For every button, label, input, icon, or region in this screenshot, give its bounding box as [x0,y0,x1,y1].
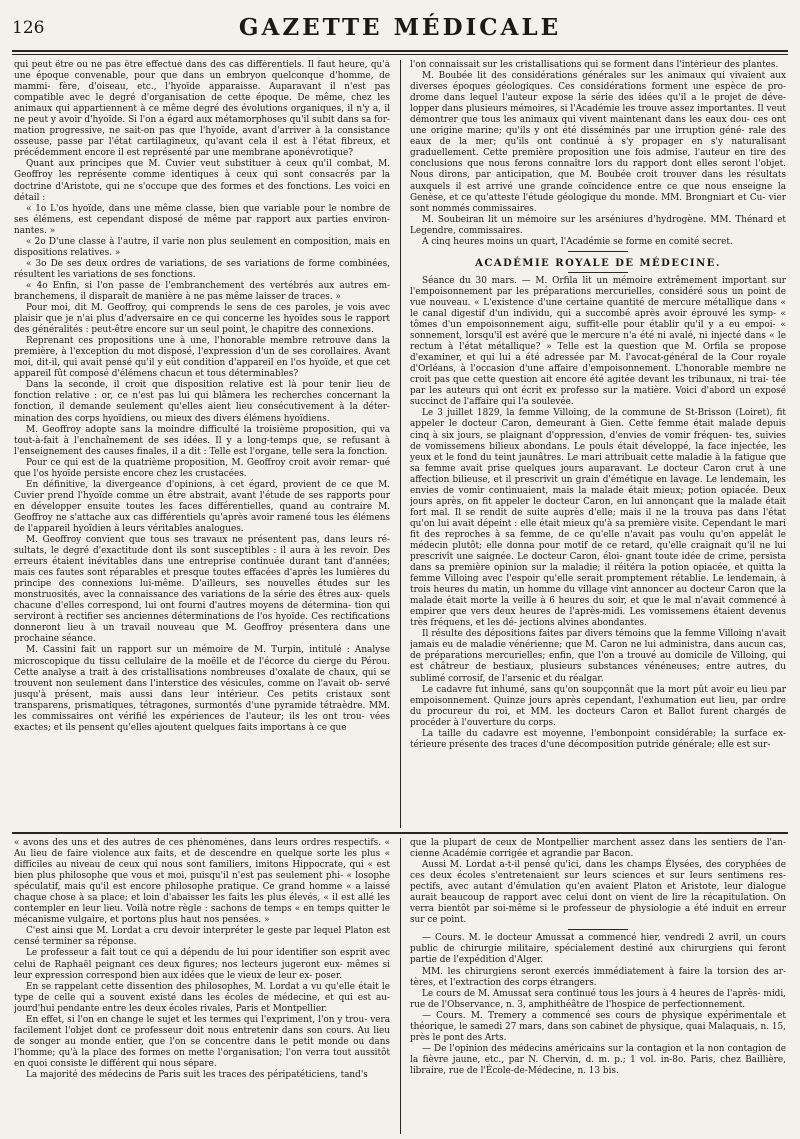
paragraph: — Cours. M. Tremery a commencé ses cours de physique expérimentale et théorique, le samedi 27 mars, dans son cabinet de physique, quai Malaquais, n. 15, près le pont des Arts. [410,1010,786,1043]
paragraph: Le professeur a fait tout ce qui a dépendu de lui pour identifier son esprit avec celui de Raphaël peignant ces deux figures; nos lecteurs jugeront eux- mêmes si leur expression correspond bien aux idées que le vieux de leur ex- poser. [14,948,390,981]
paragraph: Quant aux principes que M. Cuvier veut substituer à ceux qu'il combat, M. Geoffroy les représente comme identiques à ceux qui sont consacrés par la doctrine d'Aristote, qui ne s'occupe que des formes et des fonctions. Les voici en détail : [14,159,390,203]
paragraph: MM. les chirurgiens seront exercés immédiatement à faire la torsion des ar- tères, et l'extraction des corps étrangers. [410,966,786,988]
section-divider [568,251,628,252]
column-divider-bottom [400,838,401,1134]
paragraph: Pour ce qui est de la quatrième proposition, M. Geoffroy croit avoir remar- qué que l'os hyoïde persiste encore chez les crustacées. [14,457,390,479]
paragraph: « 4o Enfin, si l'on passe de l'embranchement des vertébrés aux autres em- branchemens, il disparaît de manière à ne pas même laisser de traces. » [14,280,390,302]
paragraph: Pour moi, dit M. Geoffroy, qui comprends le sens de ces paroles, je vois avec plaisir que je n'ai plus d'adversaire en ce qui concerne les hyoïdes sous le rapport des généralités : peut-être encore sur un seul point, le chapitre des connexions. [14,303,390,336]
feuilleton-rule [12,832,788,834]
paragraph: La majorité des médecins de Paris suit les traces des péripatéticiens, tand's [26,1069,368,1080]
paragraph: « avons des uns et des autres de ces phénomènes, dans leurs ordres respectifs. « Au lieu de faire violence aux faits, et de descendre en quelque sorte les plus « difficiles au niveau de ceux qui nous sont familiers, imitons Hippocrate, qui « est bien plus philosophe que vous et moi, puisqu'il n'est pas seulement phi- « losophe spéculatif, mais qu'il est encore philosophe pratique. Ce grand homme « a laissé chaque chose à sa place; et loin d'abaisser les faits les plus élevés, « il est allé les contempler en leur lieu. Voilà notre règle : sachons de temps « en temps quitter le mécanisme vulgaire, et portons plus haut nos pensées. » [14,838,390,926]
header-rule-thin [12,54,788,55]
paragraph: A cinq heures moins un quart, l'Académie se forme en comité secret. [422,236,733,247]
column-divider-top [400,60,401,828]
paragraph: M. Geoffroy convient que tous ses travaux ne présentent pas, dans leurs ré- sultats, le degré d'exactitude dont ils sont susceptibles : il aura à les revoir. Des erreurs étaient inévitables dans une entreprise continuée durant tant d'années; mais ces fautes sont réparables et presque toutes effacées d'après les lumières du principe des connexions lui-même. D'ailleurs, ses nouvelles études sur les monstruosités, avec la connaissance des variations de la série des êtres aux- quels chacune d'elles correspond, lui ont fourni d'autres moyens de détermina- tion qui serviront à rectifier ses anciennes déterminations de l'os hyoïde. Ces rectifications donneront lieu à un travail nouveau que M. Geoffroy présentera dans une prochaine séance. [14,535,390,645]
paragraph: C'est ainsi que M. Lordat a cru devoir interpréter le geste par lequel Platon est censé terminer sa réponse. [14,926,390,948]
paragraph: La taille du cadavre est moyenne, l'embonpoint considérable; la surface ex- térieure présente des traces d'une décomposition putride générale; elle est sur- [410,728,786,750]
paragraph: qui peut être ou ne pas être effectué dans des cas différentiels. Il faut heure, qu'à une époque convenable, pour que dans un embryon quelconque d'homme, de mammi- fère, d'oiseau, etc., l'hyoïde apparaisse. Auparavant il n'est pas compatible avec le degré d'organisation de cette époque. De même, chez les animaux qui appartiennent à ce même degré des évolutions organiques, il n'y a, il ne peut y avoir d'hyoïde. Si l'on a égard aux métamorphoses qu'il subit dans sa for- mation progressive, ne sait-on pas que l'hyoïde, avant d'arriver à la consistance osseuse, passe par l'état cartilagineux, qu'avant cela il est à l'état fibreux, et précédemment encore il est représenté par une membrane aponévrotique? [14,60,390,159]
article-column-2 [410,60,786,828]
page-number: 126 [12,18,45,38]
paragraph: Le cadavre fut inhumé, sans qu'on soupçonnât que la mort pût avoir eu lieu par empoisonnement. Quinze jours après cependant, l'exhumation eut lieu, par ordre du procureur du roi, et MM. les docteurs Caron et Ballot furent chargés de procéder à l'ouverture du corps. [410,684,786,728]
paragraph: M. Cassini fait un rapport sur un mémoire de M. Turpin, intitulé : Analyse microscopique du tissu cellulaire de la moëlle et de l'écorce du cierge du Pérou. Cette analyse a trait à des cristallisations nombreuses d'oxalate de chaux, qui se trouvent non seulement dans l'interstice des vésicules, comme on l'avait ob- servé jusqu'à présent, mais aussi dans leur intérieur. Ces petits cristaux sont transparens, prismatiques, tétragones, surmontés d'une pyramide tétraèdre. MM. les commissaires ont vérifié les expériences de l'auteur; ils les ont trou- vées exactes; et ils pensent qu'elles ajoutent quelques faits importans à ce que [14,645,390,733]
paragraph: En effet, si l'on en change le sujet et les termes qui l'expriment, l'on y trou- vera facilement l'objet dont ce professeur doit nous entretenir dans son cours. Au lieu de songer au monde entier, que l'on se concentre dans le petit monde ou dans l'homme; qu'à la place des formes on mette l'organisation; l'on verra tout aussitôt en quoi consiste le différent qui nous sépare. [14,1014,390,1069]
paragraph: En définitive, la divergeance d'opinions, à cet égard, provient de ce que M. Cuvier prend l'hyoïde comme un être abstrait, avant l'étude de ses rapports pour en développer ensuite toutes les faces différentielles, quand au contraire M. Geoffroy ne s'attache aux cas différentiels qu'après avoir ramené tous les élémens de l'appareil hyoïdien à leurs véritables analogues. [14,479,390,534]
paragraph: Le 3 juillet 1829, la femme Villoing, de la commune de St-Brisson (Loiret), fit appeler le docteur Caron, demeurant à Gien. Cette femme était malade depuis cinq à six jours, se plaignant d'oppression, d'envies de vomir fréquen- tes, suivies de vomissemens bilieux abondans. Le pouls était développé, la face injectée, les yeux et le fond du teint jaunâtres. Le mari attribuait cette maladie à la fatigue que sa femme avait prise quelques jours auparavant. Le docteur Caron crut à une affection bilieuse, et il prescrivit un grain d'émétique en lavage. Le lendemain, les envies de vomir continuaient, mais la malade était mieux; potion opiacée. Deux jours après, on fit appeler le docteur Caron, en lui annonçant que la malade était fort mal. Il se rendit de suite auprès d'elle; mais il ne la trouva pas dans l'état qu'on lui avait dépeint : elle était mieux qu'à sa première visite. Cependant le mari fit des reproches à sa femme, de ce qu'elle n'avait pas voulu qu'on appelât le médecin plutôt; elle donna pour motif de ce retard, qu'elle craignait qu'il ne lui prescrivît une saignée. Le docteur Caron, éloi- gnant toute idée de crime, persista dans sa première opinion sur la maladie; il réitéra la potion opiacée, et quitta la femme Villoing avec l'espoir qu'elle serait promptement rétablie. Le lendemain, à trois heures du matin, un homme du village vint annoncer au docteur Caron que la malade était morte la veille à 6 heures du soir, et que le mal n'avait commencé à empirer que vers deux heures de l'après-midi. Les vomissemens étaient devenus très fréquens, et les dé- jections alvines abondantes. [410,408,786,629]
paragraph: Séance du 30 mars. — M. Orfila lit un mémoire extrêmement important sur l'empoisonnement par les préparations mercurielles, considéré sous un point de vue nouveau. « L'existence d'une certaine quantité de mercure métallique dans « le canal digestif d'un individu, qui a succombé après avoir éprouvé les symp- « tômes d'un empoisonnement aigu, suffit-elle pour établir qu'il y a eu empoi- « sonnement, lorsqu'il est avéré que le mercure n'a été ni avalé, ni injecté dans « le rectum à l'état métallique? » Telle est la question que M. Orfila se propose d'examiner, et qui lui a été adressée par M. l'avocat-général de la Cour royale d'Orléans, à l'occasion d'une affaire d'empoisonnement. L'honorable membre ne croit pas que cette question ait encore été agitée devant les tribunaux, ni trai- tée par les auteurs qui ont écrit ex professo sur la matière. Voici d'abord un exposé succinct de l'affaire qui l'a soulevée. [410,275,786,408]
paragraph: M. Geoffroy adopte sans la moindre difficulté la troisième proposition, qui va tout-à-fait à l'enchaînement de ses idées. Il y a long-temps que, se refusant à l'enseignement des causes finales, il a dit : Telle est l'organe, telle sera la fonction. [14,424,390,457]
page-header [8,14,792,44]
paragraph: Aussi M. Lordat a-t-il pensé qu'ici, dans les champs Élysées, des coryphées de ces deux écoles s'entretenaient sur leurs sciences et sur leurs sentimens res- pectifs, avec autant d'émulation qu'en avaient Platon et Aristote, leur dialogue aurait beaucoup de rapport avec celui dont on vient de lire la récapitulation. On verra bientôt par soi-même si le professeur de physiologie a été induit en erreur sur ce point. [410,860,786,926]
section-title: ACADÉMIE ROYALE DE MÉDECINE. [475,257,721,269]
section-divider [568,272,628,273]
paragraph: « 3o De ses deux ordres de variations, de ses variations de forme combinées, résultent les variations de ses fonctions. [14,258,390,280]
paragraph: Reprenant ces propositions une à une, l'honorable membre retrouve dans la première, à l'exception du mot disposé, l'expression d'un de ses corollaires. Avant moi, dit-il, qui avait pensé qu'il y eût condition d'appareil en l'os hyoïde, et que cet appareil fût composé d'élémens chacun et tous déterminables? [14,336,390,380]
paragraph: Dans la seconde, il croit que disposition relative est là pour tenir lieu de fonction relative : or, ce n'est pas lui qui blâmera les recherches concernant la fonction, il demande seulement qu'elles aient lieu consécutivement à la déter- mination des corps hyoïdiens, ou mieux des divers élémens hyoïdiens. [14,380,390,424]
article-column-1 [14,60,390,828]
paragraph: que la plupart de ceux de Montpellier marchent assez dans les sentiers de l'an- cienne Académie corrigée et agrandie par Bacon. [410,838,786,860]
feuilleton-column-2 [410,838,786,1134]
paragraph: « 2o D'une classe à l'autre, il varie non plus seulement en composition, mais en dispositions relatives. » [14,236,390,258]
paragraph: « 1o L'os hyoïde, dans une même classe, bien que variable pour le nombre de ses élémens, est cependant disposé de même par rapport aux parties environ- nantes. » [14,203,390,236]
paragraph: Il résulte des dépositions faites par divers témoins que la femme Villoing n'avait jamais eu de maladie vénérienne; que M. Caron ne lui administra, dans aucun cas, de préparations mercurielles; enfin, que l'on a trouvé au domicile de Villoing, qui est châtreur de bestiaux, plusieurs substances vénéneuses; entre autres, du sublimé corrosif, de l'arsenic et du réalgar. [410,629,786,684]
paragraph: M. Soubeiran lit un mémoire sur les arséniures d'hydrogène. MM. Thénard et Legendre, commissaires. [410,214,786,236]
paragraph: l'on connaissait sur les cristallisations qui se forment dans l'intérieur des plantes. [410,60,779,70]
paragraph: M. Boubée lit des considérations générales sur les animaux qui vivaient aux diverses époques géologiques. Ces considérations forment une espèce de pro- drome dans lequel l'auteur expose la série des idées qu'il a le projet de déve- lopper dans plusieurs mémoires, si l'Académie les trouve assez importantes. Il veut démontrer que tous les animaux qui vivent maintenant dans les eaux dou- ces ont une origine marine; qu'ils y ont été disséminés par une irruption géné- rale des eaux de la mer; qu'ils ont continué à s'y propager en s'y naturalisant graduellement. Cette première proposition une fois admise, l'auteur en tire des conclusions que nous ferons connaître lors du rapport dont elles seront l'objet. Nous dirons, par anticipation, que M. Boubée croit trouver dans les résultats auxquels il est arrivé une grande coïncidence entre ce que nous enseigne la Genèse, et ce qu'atteste l'étude géologique du monde. MM. Brongniart et Cu- vier sont nommés commissaires. [410,71,786,214]
feuilleton-column-1 [14,838,390,1134]
paragraph: — Cours. M. le docteur Amussat a commencé hier, vendredi 2 avril, un cours public de chirurgie militaire, spécialement destiné aux chirurgiens qui feront partie de l'expédition d'Alger. [410,933,786,966]
masthead-title: GAZETTE MÉDICALE [238,14,562,41]
header-rule [12,50,788,52]
paragraph: Le cours de M. Amussat sera continué tous les jours à 4 heures de l'après- midi, rue de l'Observance, n. 3, amphithéâtre de l'hospice de perfectionnement. [410,988,786,1010]
paragraph: En se rappelant cette dissention des philosophes, M. Lordat a vu qu'elle était le type de celle qui a souvent existé dans les écoles de médecine, et qui est au- jourd'hui pendante entre les deux écoles rivales, Paris et Montpellier. [14,981,390,1014]
paragraph: — De l'opinion des médecins américains sur la contagion et la non contagion de la fièvre jaune, etc., par N. Chervin, d. m. p.; 1 vol. in-8o. Paris, chez Baillière, libraire, rue de l'École-de-Médecine, n. 13 bis. [410,1043,786,1076]
section-divider [568,929,628,930]
